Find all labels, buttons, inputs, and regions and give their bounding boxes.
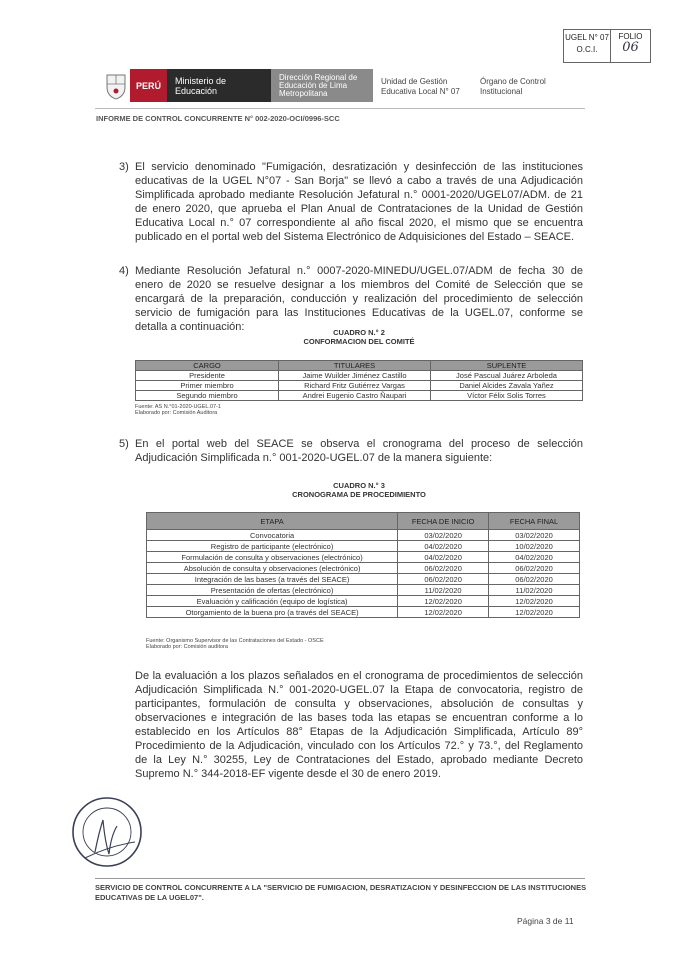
table-cell: 06/02/2020 [489, 574, 580, 585]
table-header-row [136, 361, 583, 371]
stamp-folio-label: FOLIO [618, 32, 643, 41]
table-cell: 04/02/2020 [398, 552, 489, 563]
table-cell: 06/02/2020 [398, 574, 489, 585]
table-cell: 04/02/2020 [489, 552, 580, 563]
table-row [147, 585, 580, 596]
table-row [147, 552, 580, 563]
unidad-label: Unidad de Gestión Educativa Local N° 07 [381, 77, 460, 96]
cuadro3-heading [135, 481, 583, 499]
footer-text: SERVICIO DE CONTROL CONCURRENTE A LA "SERVICIO DE FUMIGACION, DESRATIZACION Y DESINFECCION DE LAS INSTITUCIONES EDUCATIVAS DE LA UGEL07". [95, 883, 587, 902]
table-row [136, 371, 583, 381]
table-cell: 12/02/2020 [398, 607, 489, 618]
cuadro2-source [135, 404, 221, 416]
seal-icon [65, 792, 149, 872]
table-cell: Richard Fritz Gutiérrez Vargas [279, 381, 431, 391]
peru-label: PERÚ [130, 69, 167, 102]
stamp-ugel: UGEL N° 07 [565, 33, 609, 42]
table-cell: 11/02/2020 [398, 585, 489, 596]
table-cell: Evaluación y calificación (equipo de logística) [147, 596, 398, 607]
cuadro3-source [146, 638, 324, 650]
paragraph-4: Mediante Resolución Jefatural n.° 0007-2020-MINEDU/UGEL.07/ADM de fecha 30 de enero de 2020 se resuelve designar a los miembros del Comité de Selección que se encargará de la preparación, conducción y realización del procedimiento de selección servicio de fumigación para las Instituciones Educativas de la UGEL.07, conforme se detalla a continuación: [135, 265, 583, 333]
item-number-4: 4) [119, 265, 129, 277]
table-cell: Víctor Félix Solis Torres [431, 391, 583, 401]
footer-divider [95, 878, 585, 879]
paragraph-3: El servicio denominado "Fumigación, desratización y desinfección de las instituciones educativas de la UGEL N°07 - San Borja" se llevó a cabo a través de una Adjudicación Simplificada aprobado mediante Resolución Jefatural n.° 0001-2020/UGEL07/ADM. de 21 de enero 2020, que aprueba el Plan Anual de Contrataciones de la Unidad de Gestión Educativa Local n.° 07 correspondiente al año fiscal 2020, el mismo que se encuentra publicado en el portal web del Sistema Electrónico de Adquisiciones del Estado – SEACE. [135, 161, 583, 243]
cuadro3-number: CUADRO N.° 3 [333, 481, 385, 490]
table-cell: 03/02/2020 [398, 530, 489, 541]
cuadro3-title: CRONOGRAMA DE PROCEDIMIENTO [292, 490, 426, 499]
page-number: Página 3 de 11 [517, 916, 574, 926]
table-row [136, 391, 583, 401]
header-divider [95, 108, 585, 109]
table-cell: 10/02/2020 [489, 541, 580, 552]
table-cell: Registro de participante (electrónico) [147, 541, 398, 552]
folio-stamp [563, 29, 651, 63]
column-header: SUPLENTE [431, 361, 583, 371]
stamp-folio-number: 06 [622, 40, 639, 55]
oci-seal [65, 792, 149, 872]
column-header: FECHA DE INICIO [398, 513, 489, 530]
comite-table [135, 360, 583, 401]
table-cell: Segundo miembro [136, 391, 279, 401]
direccion-label: Dirección Regional de Educación de Lima Metropolitana [271, 69, 373, 102]
cuadro3-fuente: Fuente: Organismo Supervisor de las Contrataciones del Estado - OSCE [146, 638, 324, 644]
table-cell: Andrei Eugenio Castro Ñaupari [279, 391, 431, 401]
column-header: CARGO [136, 361, 279, 371]
table-cell: José Pascual Juárez Arboleda [431, 371, 583, 381]
table-cell: Primer miembro [136, 381, 279, 391]
cronograma-table [146, 512, 580, 618]
cuadro2-fuente: Fuente: AS N.°01-2020-UGEL.07-1 [135, 404, 221, 410]
stamp-oci: O.C.I. [576, 45, 598, 54]
column-header: ETAPA [147, 513, 398, 530]
table-row [147, 607, 580, 618]
table-row [147, 596, 580, 607]
cuadro2-heading [135, 328, 583, 346]
table-cell: Presentación de ofertas (electrónico) [147, 585, 398, 596]
column-header: TITULARES [279, 361, 431, 371]
item-number-3: 3) [119, 161, 129, 173]
table-cell: 06/02/2020 [398, 563, 489, 574]
table-row [147, 541, 580, 552]
table-cell: 04/02/2020 [398, 541, 489, 552]
cuadro2-number: CUADRO N.° 2 [333, 328, 385, 337]
table-row [136, 381, 583, 391]
table-row [147, 530, 580, 541]
column-header: FECHA FINAL [489, 513, 580, 530]
table-cell: Jaime Wuilder Jiménez Castillo [279, 371, 431, 381]
table-row [147, 574, 580, 585]
table-cell: Otorgamiento de la buena pro (a través del SEACE) [147, 607, 398, 618]
paragraph-5: En el portal web del SEACE se observa el cronograma del proceso de selección Adjudicación Simplificada n.° 001-2020-UGEL.07 de la manera siguiente: [135, 438, 583, 464]
table-cell: Presidente [136, 371, 279, 381]
coat-of-arms-icon [102, 69, 130, 102]
table-cell: Convocatoria [147, 530, 398, 541]
ministerio-label: Ministerio de Educación [167, 69, 271, 102]
table-cell: Formulación de consulta y observaciones (electrónico) [147, 552, 398, 563]
table-cell: Daniel Alcides Zavala Yañez [431, 381, 583, 391]
informe-title: INFORME DE CONTROL CONCURRENTE N° 002-2020-OCI/0996-SCC [96, 114, 340, 123]
table-row [147, 563, 580, 574]
table-cell: 03/02/2020 [489, 530, 580, 541]
cuadro3-elaborado: Elaborado por: Comisión auditora [146, 644, 228, 650]
organo-label: Órgano de Control Institucional [480, 77, 546, 96]
header-logo [102, 69, 373, 102]
table-cell: 11/02/2020 [489, 585, 580, 596]
cuadro2-elaborado: Elaborado por: Comisión Auditora [135, 410, 218, 416]
table-cell: 12/02/2020 [489, 607, 580, 618]
table-header-row [147, 513, 580, 530]
table-cell: Integración de las bases (a través del SEACE) [147, 574, 398, 585]
paragraph-6: De la evaluación a los plazos señalados en el cronograma de procedimientos de selección Adjudicación Simplificada N.° 001-2020-UGEL.07 la Etapa de convocatoria, registro de participantes, formulación de consulta y observaciones, absolución de consultas y observaciones e integración de las bases toda las etapas se encuentran conforme a lo establecido en los Artículos 88° Etapas de la Adjudicación Simplificada, Artículo 89° Procedimiento de la Adjudicación, vinculado con los Artículos 72.° y 73.°, del Reglamento de la Ley N.° 30255, Ley de Contrataciones del Estado, aprobado mediante Decreto Supremo N.° 344-2018-EF vigente desde el 30 de enero 2019. [135, 670, 583, 780]
table-cell: 12/02/2020 [489, 596, 580, 607]
table-cell: 12/02/2020 [398, 596, 489, 607]
table-cell: 06/02/2020 [489, 563, 580, 574]
item-number-5: 5) [119, 438, 129, 450]
cuadro2-title: CONFORMACION DEL COMITÉ [303, 337, 415, 346]
table-cell: Absolución de consulta y observaciones (electrónico) [147, 563, 398, 574]
